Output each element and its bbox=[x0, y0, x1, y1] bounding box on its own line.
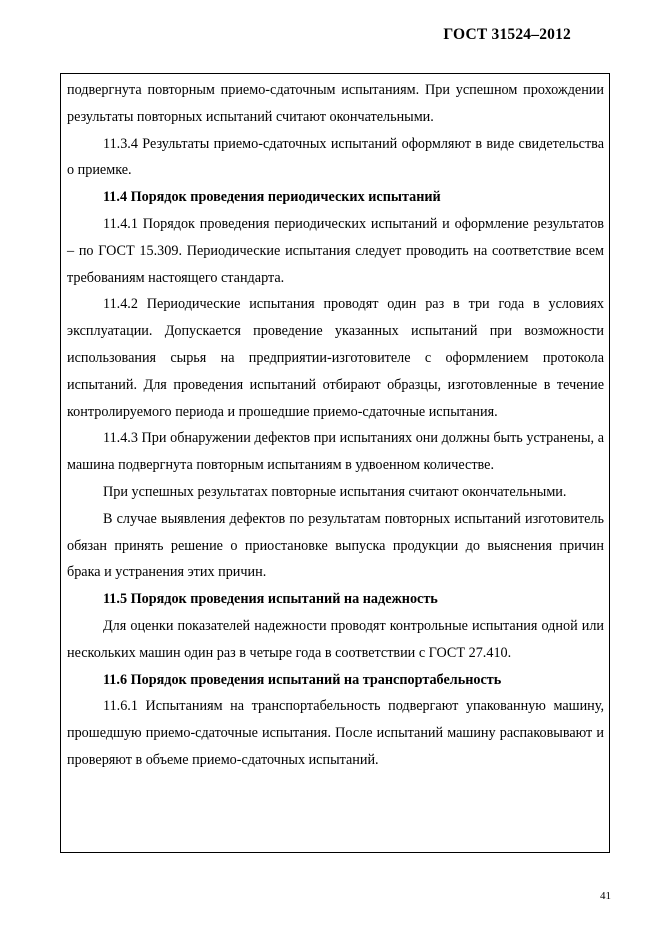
paragraph-11-6-1: 11.6.1 Испытаниям на транспортабельность подвергают упакованную машину, прошедшую приемо-сдаточные испытания. После испытаний машину распаковывают и проверяют в объеме приемо-сдаточных испытаний. bbox=[67, 698, 604, 768]
page-number: 41 bbox=[600, 890, 611, 902]
paragraph-reliability: Для оценки показателей надежности проводят контрольные испытания одной или нескольких машин один раз в четыре года в соответствии с ГОСТ 27.410. bbox=[67, 617, 604, 661]
section-heading-11-4: 11.4 Порядок проведения периодических испытаний bbox=[103, 189, 441, 206]
paragraph-successful-results: При успешных результатах повторные испытания считают окончательными. bbox=[103, 483, 567, 500]
paragraph-11-4-3: 11.4.3 При обнаружении дефектов при испытаниях они должны быть устранены, а машина подвергнута повторным испытаниям в удвоенном количестве. bbox=[67, 430, 604, 474]
paragraph-defects-detected: В случае выявления дефектов по результатам повторных испытаний изготовитель обязан принять решение о приостановке выпуска продукции до выяснения причин брака и устранения этих причин. bbox=[67, 510, 604, 581]
paragraph-continuation: подвергнута повторным приемо-сдаточным испытаниям. При успешном прохождении результаты повторных испытаний считают окончательными. bbox=[67, 82, 604, 125]
paragraph-11-4-2: 11.4.2 Периодические испытания проводят один раз в три года в условиях эксплуатации. Допускается проведение указанных испытаний при возможности использования сырья на предприятии-изготовителе с оформлением протокола испытаний. Для проведения испытаний отбирают образцы, изготовленные в течение контролируемого периода и прошедшие приемо-сдаточные испытания. bbox=[67, 296, 604, 420]
paragraph-11-3-4: 11.3.4 Результаты приемо-сдаточных испытаний оформляют в виде свидетельства о приемке. bbox=[67, 135, 604, 179]
text-frame bbox=[60, 73, 610, 853]
section-heading-11-5: 11.5 Порядок проведения испытаний на надежность bbox=[103, 591, 438, 608]
section-heading-11-6: 11.6 Порядок проведения испытаний на транспортабельность bbox=[103, 671, 502, 688]
document-header: ГОСТ 31524–2012 bbox=[443, 26, 571, 43]
paragraph-11-4-1: 11.4.1 Порядок проведения периодических испытаний и оформление результатов – по ГОСТ 15.309. Периодические испытания следует проводить на соответствие всем требованиям настоящего стандарта. bbox=[67, 215, 604, 286]
